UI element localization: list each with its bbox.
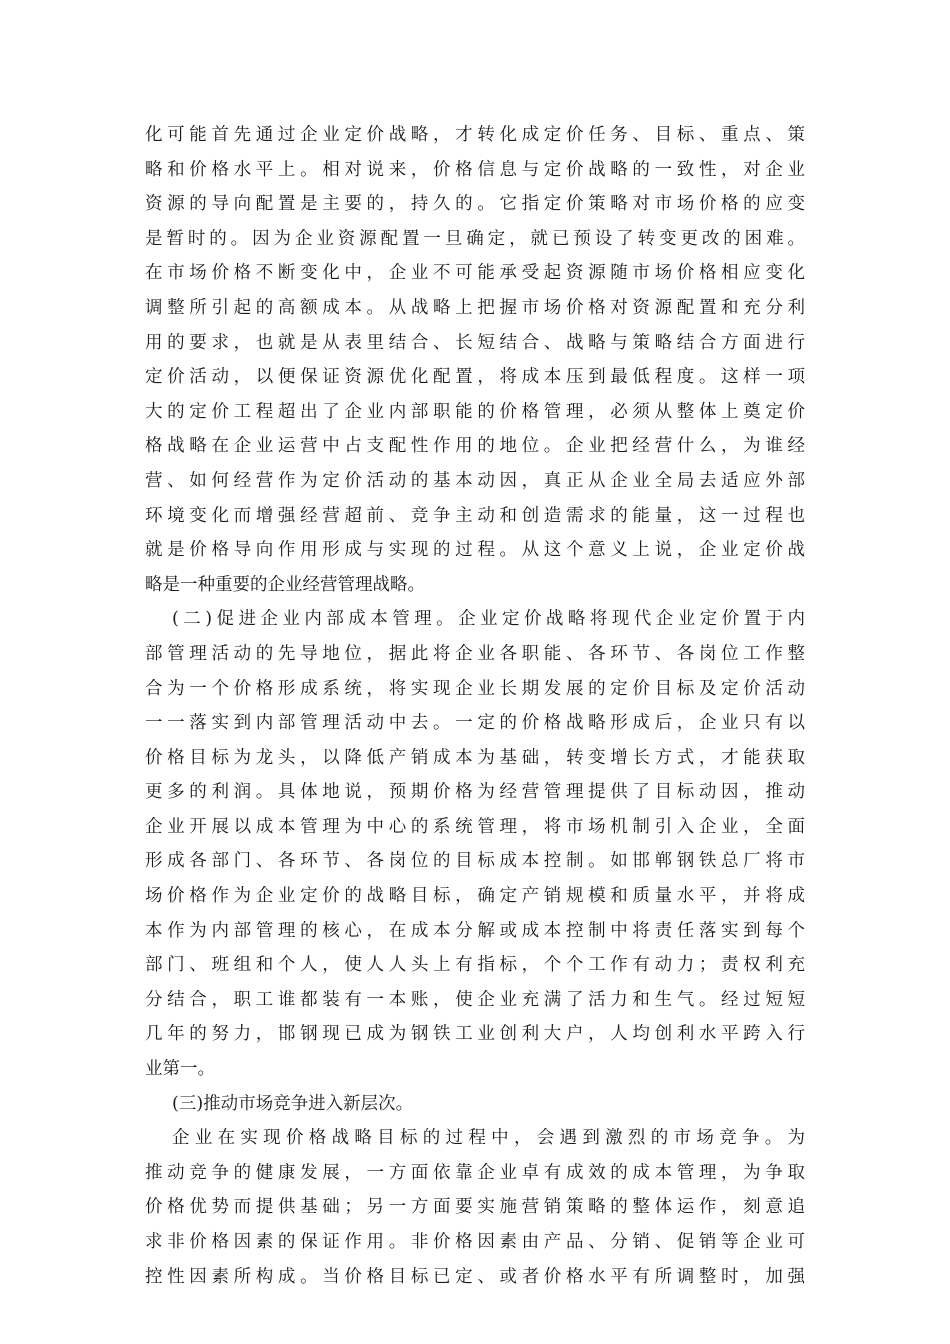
text-line: (二)促进企业内部成本管理。企业定价战略将现代企业定价置于内 [172,609,805,630]
text-line: 合为一个价格形成系统，将实现企业长期发展的定价目标及定价活动 [145,678,805,699]
text-line: 一一落实到内部管理活动中去。一定的价格战略形成后，企业只有以 [145,713,805,734]
text-line: 化可能首先通过企业定价战略，才转化成定价任务、目标、重点、策 [145,125,805,145]
text-line: 环境变化而增强经营超前、竞争主动和创造需求的能量，这一过程也 [145,505,805,526]
text-line: 是暂时的。因为企业资源配置一旦确定，就已预设了转变更改的困难。 [145,228,805,249]
paragraph [145,602,805,1086]
text-line: 企业开展以成本管理为中心的系统管理，将市场机制引入企业，全面 [145,816,805,837]
text-line: 资源的导向配置是主要的，持久的。它指定价策略对市场价格的应变 [145,194,805,215]
text-line: 控性因素所构成。当价格目标已定、或者价格水平有所调整时，加强 [145,1266,805,1287]
text-line: 用的要求，也就是从表里结合、长短结合、战略与策略结合方面进行 [145,332,805,353]
text-line: 企业在实现价格战略目标的过程中，会遇到激烈的市场竞争。为 [172,1128,805,1149]
text-line: 业第一。 [145,1059,215,1080]
text-line: 大的定价工程超出了企业内部职能的价格管理，必须从整体上奠定价 [145,401,805,422]
text-line: 部管理活动的先导地位，据此将企业各职能、各环节、各岗位工作整 [145,643,805,664]
text-line: 价格优势而提供基础；另一方面要实施营销策略的整体运作，刻意追 [145,1197,805,1218]
text-line: 形成各部门、各环节、各岗位的目标成本控制。如邯郸钢铁总厂将市 [145,851,805,872]
text-line: 分结合，职工谁都装有一本账，使企业充满了活力和生气。经过短短 [145,989,805,1010]
text-line: 部门、班组和个人，使人人头上有指标，个个工作有动力；责权利充 [145,955,805,976]
text-line: 调整所引起的高额成本。从战略上把握市场价格对资源配置和充分利 [145,297,805,318]
paragraph [145,1087,805,1122]
text-line: 价格目标为龙头，以降低产销成本为基础，转变增长方式，才能获取 [145,747,805,768]
text-line: 格战略在企业运营中占支配性作用的地位。企业把经营什么，为谁经 [145,436,805,457]
document-body [145,118,805,1294]
text-line: 略和价格水平上。相对说来，价格信息与定价战略的一致性，对企业 [145,159,805,180]
text-line: 几年的努力，邯钢现已成为钢铁工业创利大户，人均创利水平跨入行 [145,1024,805,1045]
text-line: 场价格作为企业定价的战略目标，确定产销规模和质量水平，并将成 [145,886,805,907]
text-line: 更多的利润。具体地说，预期价格为经营管理提供了目标动因，推动 [145,782,805,803]
paragraph [145,118,805,602]
text-line: 求非价格因素的保证作用。非价格因素由产品、分销、促销等企业可 [145,1232,805,1252]
text-line: 就是价格导向作用形成与实现的过程。从这个意义上说，企业定价战 [145,540,805,561]
text-line: 略是一种重要的企业经营管理战略。 [145,574,425,595]
text-line: 定价活动，以便保证资源优化配置，将成本压到最低程度。这样一项 [145,367,805,388]
text-line: 在市场价格不断变化中，企业不可能承受起资源随市场价格相应变化 [145,263,805,284]
text-line: (三)推动市场竞争进入新层次。 [172,1093,414,1114]
text-line: 本作为内部管理的核心，在成本分解或成本控制中将责任落实到每个 [145,920,805,941]
text-line: 营、如何经营作为定价活动的基本动因，真正从企业全局去适应外部 [145,470,805,491]
text-line: 推动竞争的健康发展，一方面依靠企业卓有成效的成本管理，为争取 [145,1162,805,1183]
paragraph [145,1121,805,1294]
